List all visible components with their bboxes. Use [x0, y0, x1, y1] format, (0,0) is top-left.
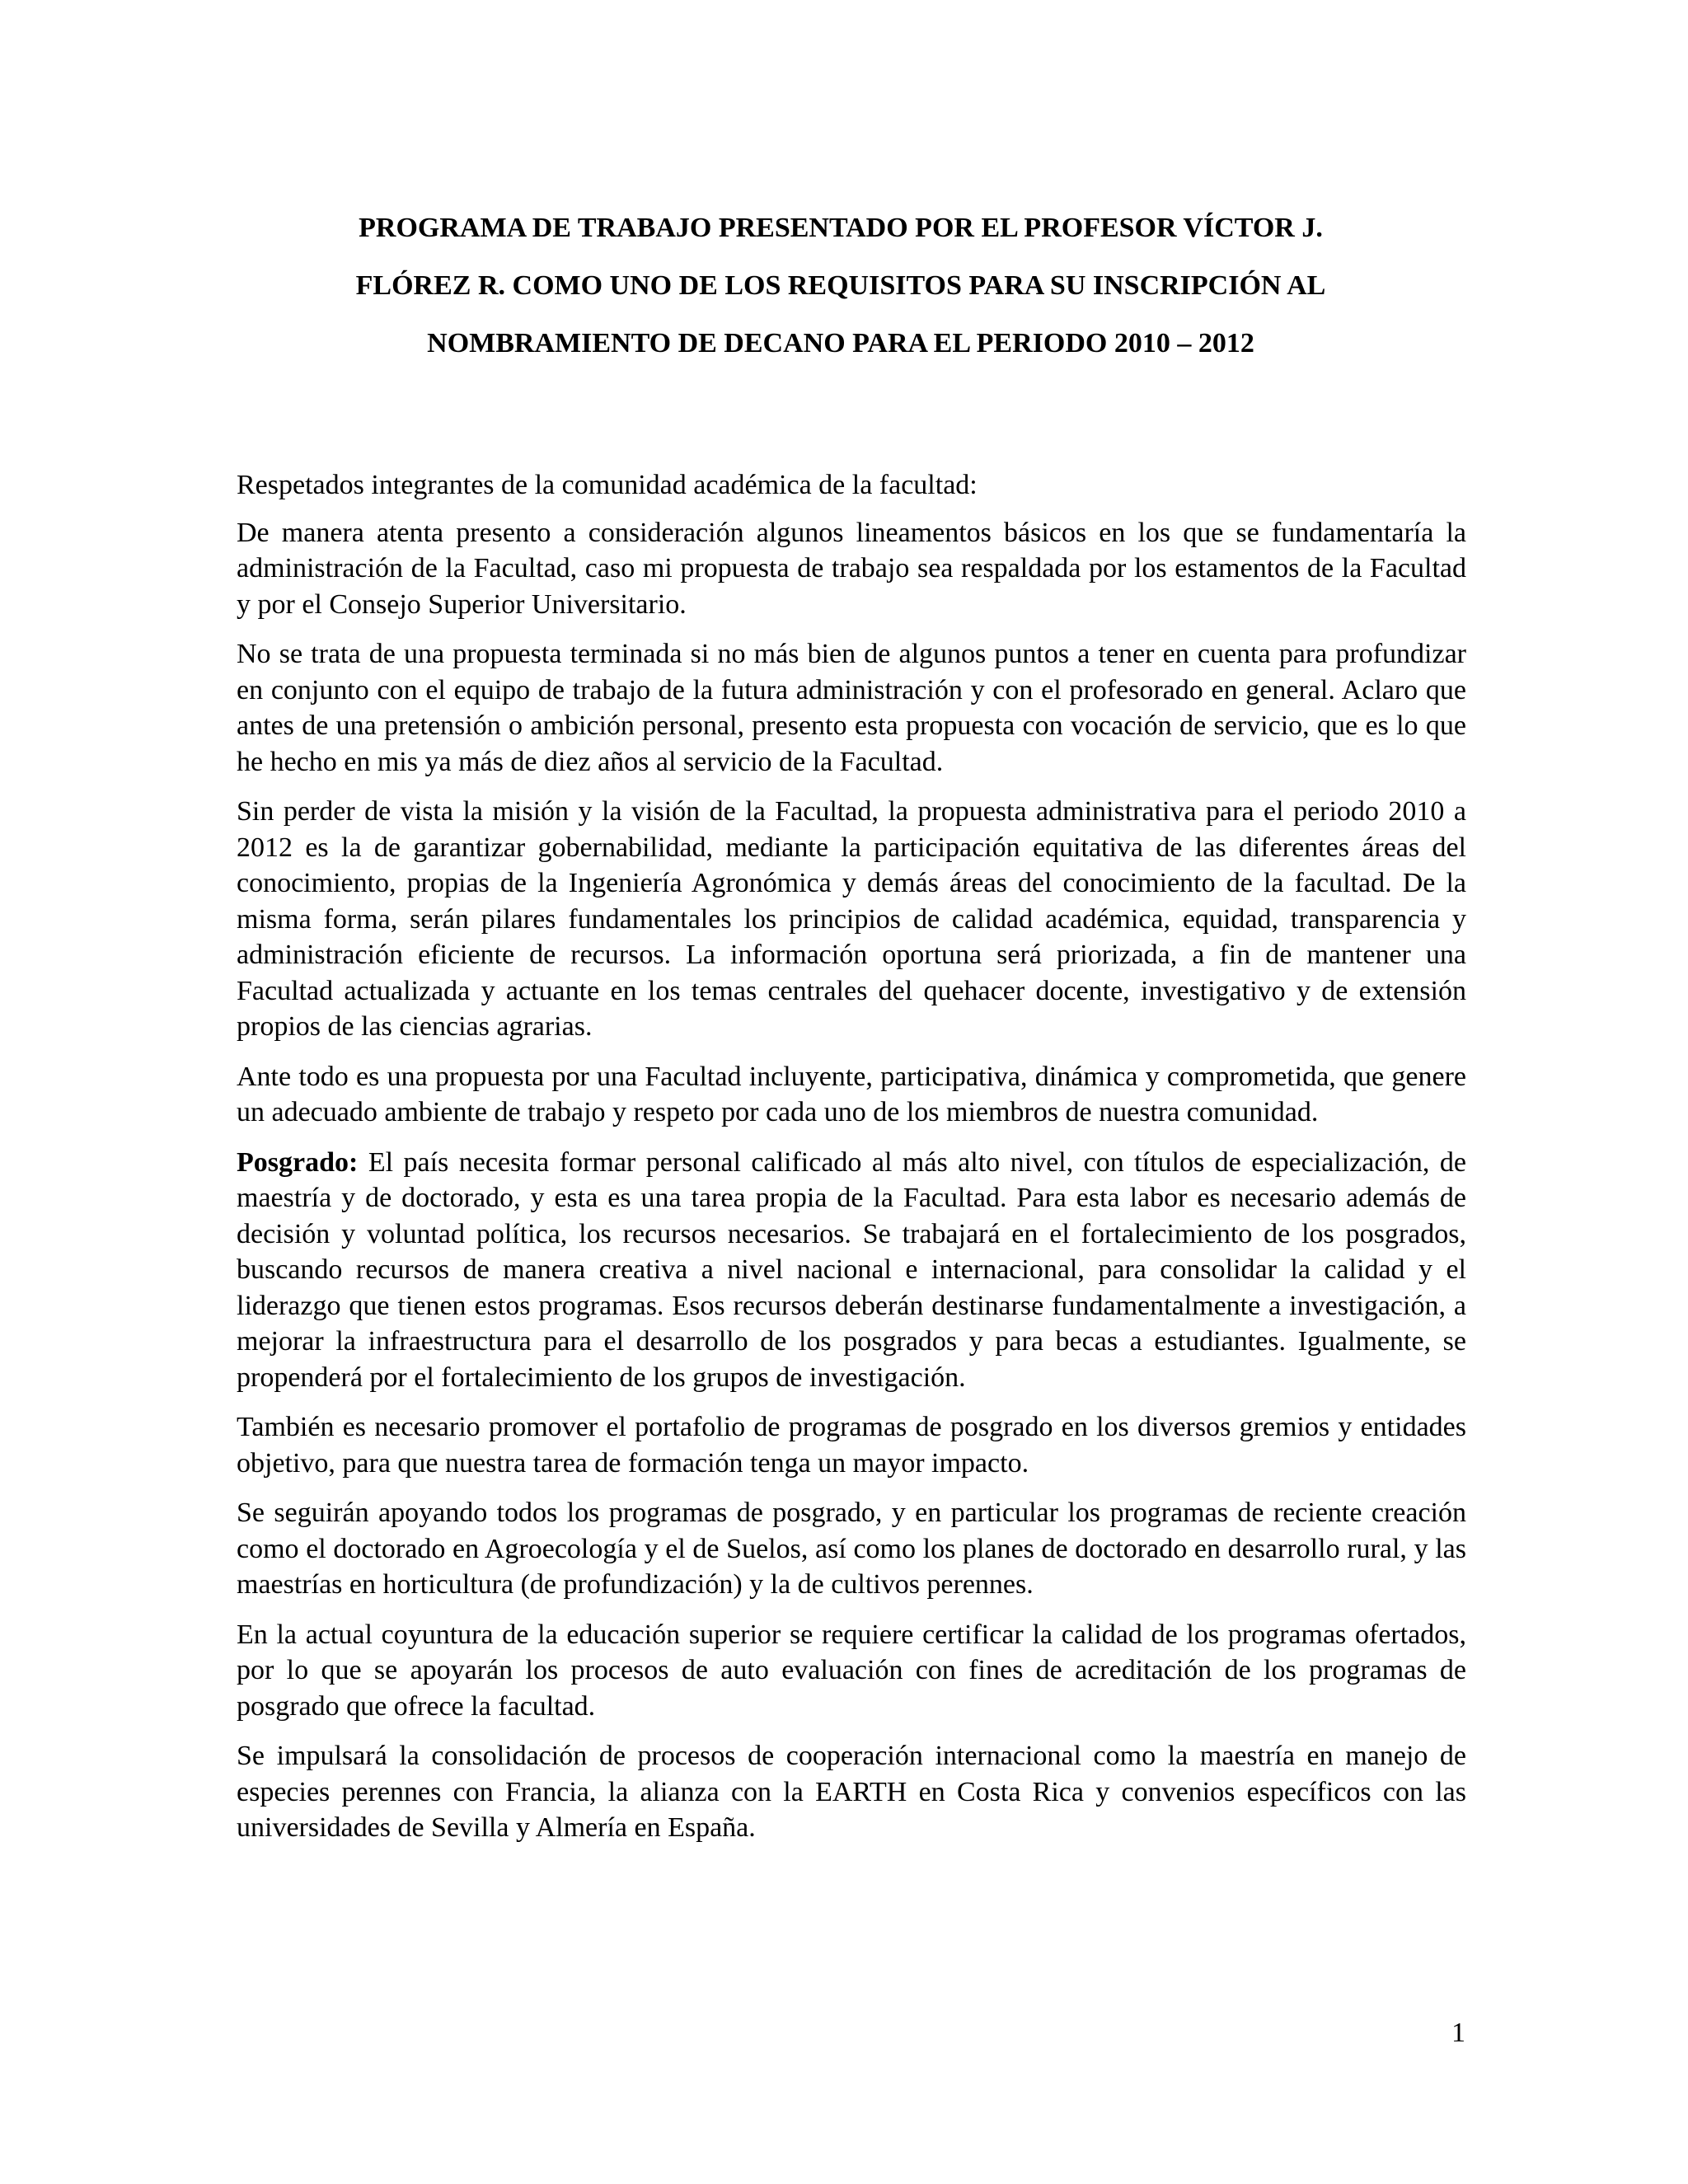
- portfolio-paragraph: También es necesario promover el portafolio de programas de posgrado en los diversos gremios y entidades objetivo, para que nuestra tarea de formación tenga un mayor impacto.: [237, 1412, 1466, 1479]
- title-line: NOMBRAMIENTO DE DECANO PARA EL PERIODO 2010 – 2012: [427, 328, 1254, 359]
- accreditation-paragraph: En la actual coyuntura de la educación superior se requiere certificar la calidad de los programas ofertados, por lo que se apoyarán los procesos de auto evaluación con fines de acreditación de los programas de posgrado que ofrece la facultad.: [237, 1619, 1466, 1722]
- title-line: PROGRAMA DE TRABAJO PRESENTADO POR EL PROFESOR VÍCTOR J.: [359, 213, 1323, 243]
- programs-support-paragraph: Se seguirán apoyando todos los programas de posgrado, y en particular los programas de reciente creación como el doctorado en Agroecología y el de Suelos, así como los planes de doctorado en desarrollo rural, y las maestrías en horticultura (de profundización) y la de cultivos perennes.: [237, 1497, 1466, 1600]
- international-cooperation-paragraph: Se impulsará la consolidación de procesos de cooperación internacional como la maestría en manejo de especies perennes con Francia, la alianza con la EARTH en Costa Rica y convenios específicos con las universidades de Sevilla y Almería en España.: [237, 1741, 1466, 1843]
- inclusive-faculty-paragraph: Ante todo es una propuesta por una Facultad incluyente, participativa, dinámica y comprometida, que genere un adecuado ambiente de trabajo y respeto por cada uno de los miembros de nuestra comunidad.: [237, 1061, 1466, 1127]
- intro-paragraph: De manera atenta presento a consideración algunos lineamentos básicos en los que se fundamentaría la administración de la Facultad, caso mi propuesta de trabajo sea respaldada por los estamentos de la Facultad y por el Consejo Superior Universitario.: [237, 517, 1466, 620]
- title-line: FLÓREZ R. COMO UNO DE LOS REQUISITOS PARA SU INSCRIPCIÓN AL: [355, 270, 1326, 301]
- page-number: 1: [1451, 2018, 1465, 2048]
- document-body: [237, 467, 1466, 1860]
- document-title: [206, 199, 1475, 373]
- greeting-paragraph: Respetados integrantes de la comunidad académica de la facultad:: [237, 470, 978, 500]
- posgrado-text: El país necesita formar personal calificado al más alto nivel, con títulos de especialización, de maestría y de doctorado, y esta es una tarea propia de la Facultad. Para esta labor es necesario además de decisión y voluntad política, los recursos necesarios. Se trabajará en el fortalecimiento de los posgrados, buscando recursos de manera creativa a nivel nacional e internacional, para consolidar la calidad y el liderazgo que tienen estos programas. Esos recursos deberán destinarse fundamentalmente a investigación, a mejorar la infraestructura para el desarrollo de los posgrados y para becas a estudiantes. Igualmente, se propenderá por el fortalecimiento de los grupos de investigación.: [237, 1146, 1466, 1393]
- proposal-scope-paragraph: No se trata de una propuesta terminada si no más bien de algunos puntos a tener en cuenta para profundizar en conjunto con el equipo de trabajo de la futura administración y con el profesorado en general. Aclaro que antes de una pretensión o ambición personal, presento esta propuesta con vocación de servicio, que es lo que he hecho en mis ya más de diez años al servicio de la Facultad.: [237, 639, 1466, 777]
- posgrado-heading: Posgrado:: [237, 1146, 359, 1178]
- mission-vision-paragraph: Sin perder de vista la misión y la visión de la Facultad, la propuesta administrativa para el periodo 2010 a 2012 es la de garantizar gobernabilidad, mediante la participación equitativa de las diferentes áreas del conocimiento, propias de la Ingeniería Agronómica y demás áreas del conocimiento de la facultad. De la misma forma, serán pilares fundamentales los principios de calidad académica, equidad, transparencia y administración eficiente de recursos. La información oportuna será priorizada, a fin de mantener una Facultad actualizada y actuante en los temas centrales del quehacer docente, investigativo y de extensión propios de las ciencias agrarias.: [237, 796, 1466, 1042]
- posgrado-paragraph: [237, 1145, 1466, 1396]
